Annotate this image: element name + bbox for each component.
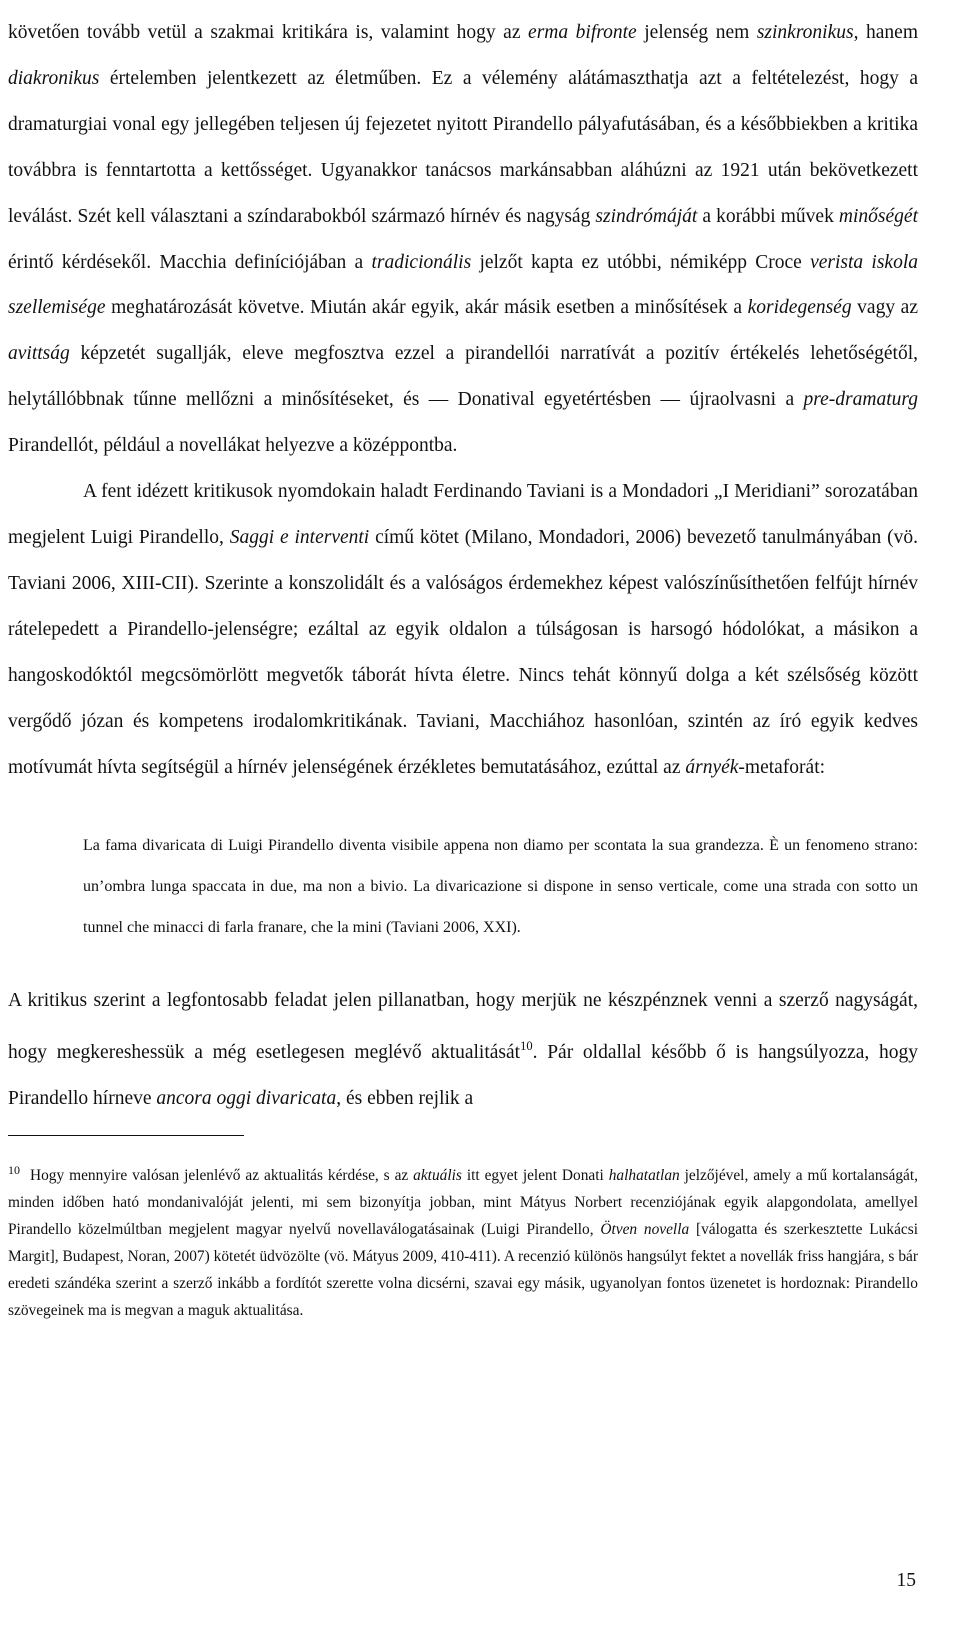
italic-term: avittság bbox=[8, 343, 70, 365]
text-run: A kritikus szerint a legfontosabb feladat jelen pillanatban, hogy merjük ne készpénznek venni a szerző nagyságát, hogy megkereshessük a még esetlegesen meglévő aktualitását bbox=[8, 990, 918, 1064]
document-page bbox=[8, 0, 918, 1340]
text-run: képzetét sugallják, eleve megfosztva ezzel a pirandellói narratívát a pozitív értékelés lehetőségétől, helytállóbbnak tűnne mellőzni a minősítéseket, és — Donatival egyetértésben — újraolvasni a bbox=[8, 343, 918, 411]
text-run: A fent idézett kritikusok nyomdokain haladt Ferdinando Taviani is a Mondadori „I Meridiani” sorozatában megjelent Luigi Pirandello, bbox=[8, 481, 918, 548]
text-run: jelzőjével, amely a mű kortalanságát, minden időben ható mondanivalóját jelenti, mi sem bizonyítja jobban, mint Mátyus Norbert recenziójának egyik alapgondolata, amellyel Pirandello közelmúltban megjelent magyar nyelvű novellaválogatásainak (Luigi Pirandello, bbox=[8, 1167, 918, 1239]
italic-term: árnyék bbox=[685, 756, 739, 778]
italic-term: koridegenség bbox=[747, 297, 852, 319]
footnote-separator bbox=[8, 1135, 244, 1136]
block-quote: La fama divaricata di Luigi Pirandello diventa visibile appena non diamo per scontata la sua grandezza. È un fenomeno strano: un’ombra lunga spaccata in due, ma non a bivio. La divaricazione si dispone in senso verticale, come una strada con sotto un tunnel che minacci di farla franare, che la mini (Taviani 2006, XXI). bbox=[83, 837, 918, 937]
text-run: . Pár oldallal később ő is hangsúlyozza, hogy Pirandello hírneve bbox=[8, 1042, 918, 1110]
italic-term: halhatatlan bbox=[608, 1167, 680, 1185]
footnote-number: 10 bbox=[8, 1163, 20, 1178]
italic-term: ancora oggi divaricata bbox=[156, 1088, 337, 1110]
text-run: , hanem bbox=[853, 22, 918, 43]
page-number: 15 bbox=[896, 1570, 916, 1591]
text-run: , és ebben rejlik a bbox=[336, 1088, 474, 1110]
text-run: [válogatta és szerkesztette Lukácsi Margit], Budapest, Noran, 2007) kötetét üdvözölte (vö. Mátyus 2009, 410-411). A recenzió különös hangsúlyt fektet a novellák friss hangjára, s bár eredeti szándéka szerint a szerző inkább a fordítót szerette volna dicsérni, szavai egy másik, ugyanolyan fontos üzenetet is hordoznak: Pirandello szövegeinek ma is megvan a maguk aktualitása. bbox=[8, 1221, 919, 1320]
text-run: követően tovább vetül a szakmai kritikára is, valamint hogy az bbox=[8, 22, 529, 43]
footnote bbox=[8, 1157, 918, 1324]
italic-title: Saggi e interventi bbox=[229, 526, 370, 548]
italic-term: szindrómáját bbox=[595, 205, 698, 227]
italic-term: aktuális bbox=[413, 1167, 462, 1185]
italic-term: erma bifronte bbox=[528, 22, 637, 43]
italic-term: szinkronikus bbox=[756, 22, 854, 43]
text-run: vagy az bbox=[851, 297, 918, 319]
text-run: itt egyet jelent Donati bbox=[461, 1167, 609, 1185]
body-paragraph-3 bbox=[8, 978, 918, 1122]
text-run: Pirandellót, például a novellákat helyezve a középpontba. bbox=[8, 435, 458, 457]
text-run: című kötet (Milano, Mondadori, 2006) bevezető tanulmányában (vö. Taviani 2006, XIII-CII). Szerinte a konszolidált és a valóságos érdemekhez képest valószínűsíthetően felfújt hírnév rátelepedett a Pirandello-jelenségre; ezáltal az egyik oldalon a túlságosan is harsogó hódolókat, a másikon a hangoskodóktól megcsömörlött megvetők táborát hívta életre. Nincs tehát könnyű dolga a két szélsőség között vergődő józan és kompetens irodalomkritikának. Taviani, Macchiához hasonlóan, szintén az író egyik kedves motívumát hívta segítségül a hírnév jelenségének érzékletes bemutatásához, ezúttal az bbox=[8, 526, 918, 778]
italic-term: minőségét bbox=[838, 205, 918, 227]
italic-term: pre-dramaturg bbox=[803, 389, 918, 411]
text-run: jelzőt kapta ez utóbbi, némiképp Croce bbox=[471, 251, 811, 273]
italic-title: Ötven novella bbox=[600, 1221, 690, 1239]
text-run: értelemben jelentkezett az életműben. Ez a vélemény alátámaszthatja azt a feltételezést, hogy a dramaturgiai vonal egy jellegében teljesen új fejezetet nyitott Pirandello pályafutásában, és a későbbiekben a kritika továbbra is fenntartotta a kettősséget. Ugyanakkor tanácsos markánsabban aláhúzni az 1921 után bekövetkezett leválást. Szét kell választani a színdarabokból származó hírnév és nagyság bbox=[8, 67, 918, 227]
body-paragraph-1 bbox=[8, 10, 918, 469]
text-run: meghatározását követve. Miután akár egyik, akár másik esetben a minősítések a bbox=[105, 297, 748, 319]
text-run: jelenség nem bbox=[636, 22, 757, 43]
italic-term: verista iskola szellemisége bbox=[8, 251, 918, 319]
text-run: -metaforát: bbox=[738, 756, 826, 778]
text-run: Hogy mennyire valósan jelenlévő az aktualitás kérdése, s az bbox=[30, 1167, 414, 1185]
footnote-reference[interactable]: 10 bbox=[520, 1039, 533, 1054]
body-paragraph-2 bbox=[8, 469, 918, 790]
italic-term: diakronikus bbox=[8, 67, 100, 89]
text-run: érintő kérdésekől. Macchia definíciójában a bbox=[8, 251, 372, 273]
text-run: a korábbi művek bbox=[697, 205, 839, 227]
italic-term: tradicionális bbox=[371, 251, 472, 273]
